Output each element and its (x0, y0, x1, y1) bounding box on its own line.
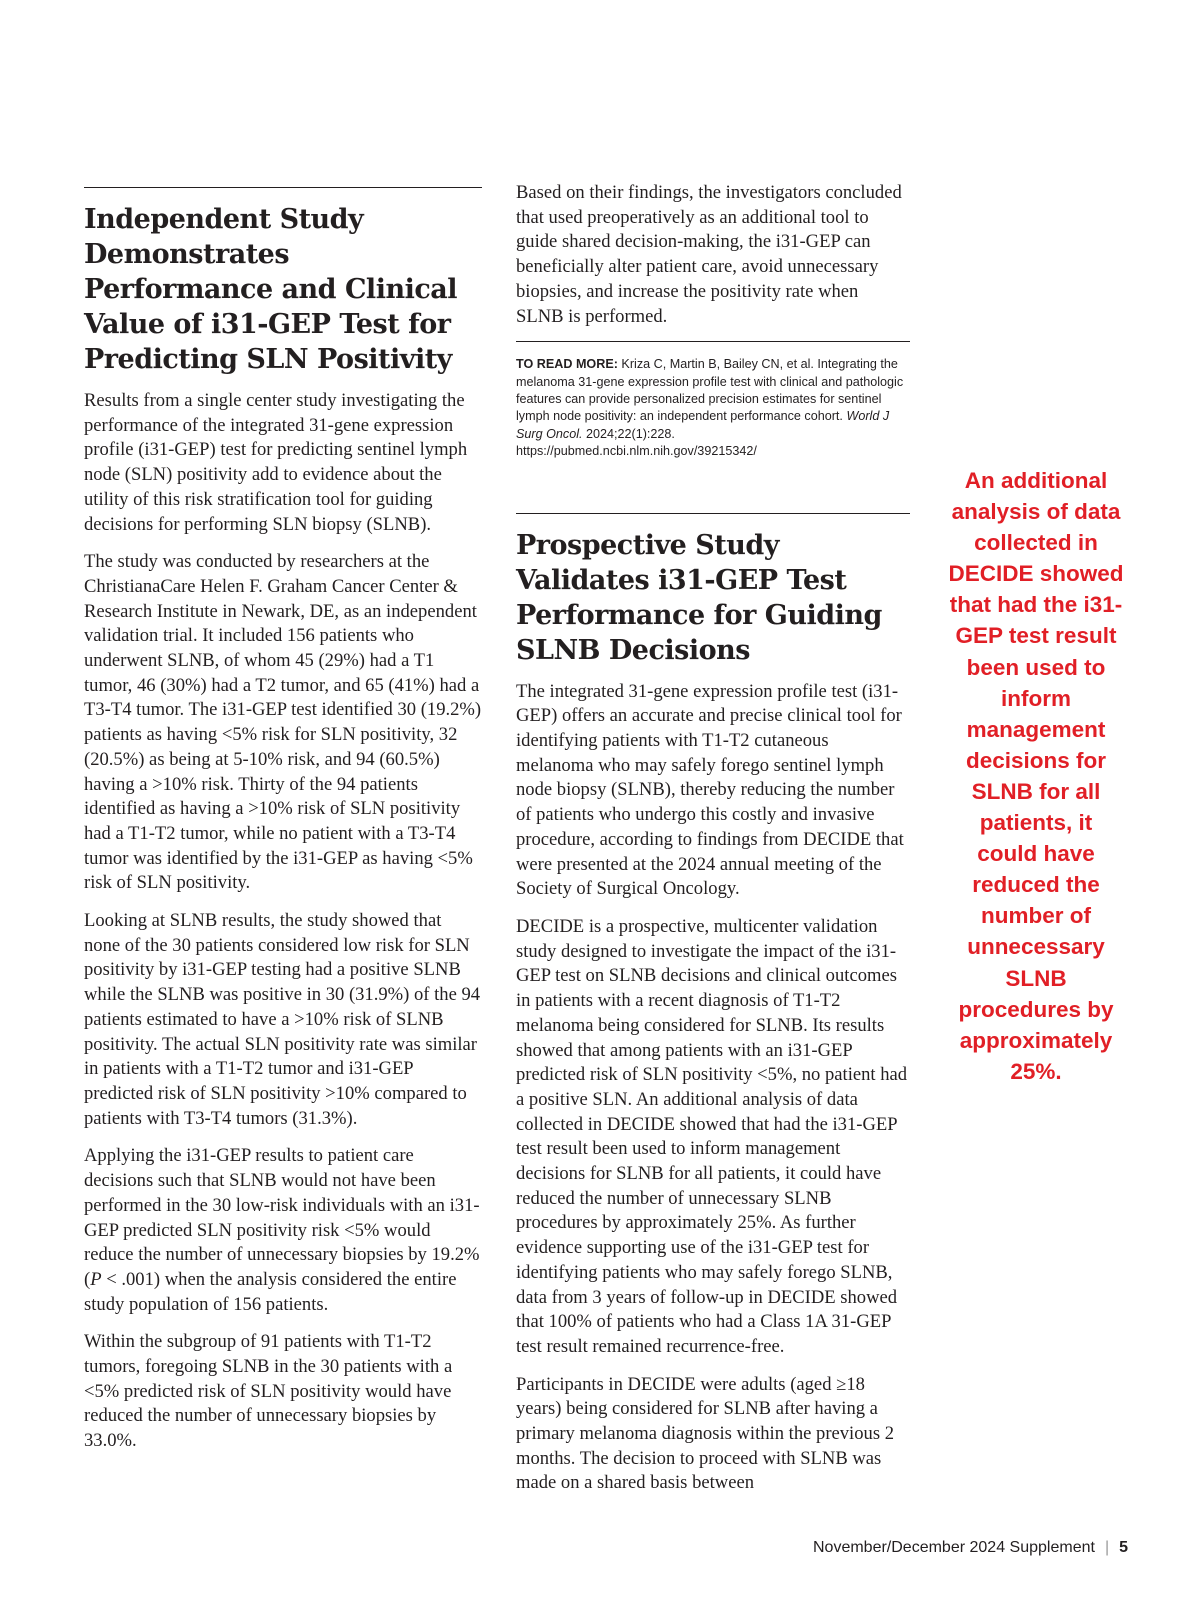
top-rule (84, 187, 482, 188)
paragraph: DECIDE is a prospective, multicenter validation study designed to investigate the impact of the i31-GEP test on SLNB decisions and clinical outcomes in patients with a recent diagnosis of T1-T2 melanoma being considered for SLNB. Its results showed that among patients with an i31-GEP predicted risk of SLN positivity <5%, no patient had a positive SLN. An additional analysis of data collected in DECIDE showed that had the i31-GEP test result been used to inform management decisions for SLNB for all patients, it could have reduced the number of unnecessary SLNB procedures by approximately 25%. As further evidence supporting use of the i31-GEP test for identifying patients who may safely forego SLNB, data from 3 years of follow-up in DECIDE showed that 100% of patients who had a Class 1A 31-GEP test result remained recurrence-free. (516, 915, 908, 1357)
page-footer (813, 1539, 1128, 1557)
article-independent-study (84, 187, 482, 1467)
paragraph: Participants in DECIDE were adults (aged ≥18 years) being considered for SLNB after having a primary melanoma diagnosis within the previous 2 months. The decision to proceed with SLNB was made on a shared basis between (516, 1373, 895, 1494)
middle-column (516, 181, 910, 1509)
paragraph: Within the subgroup of 91 patients with T1-T2 tumors, foregoing SLNB in the 30 patients with a <5% predicted risk of SLN positivity would have reduced the number of unnecessary biopsies by 33.0%. (84, 1331, 453, 1452)
top-rule (516, 513, 910, 514)
article-title: Independent Study Demonstrates Performance and Clinical Value of i31-GEP Test for Predicting SLN Positivity (84, 204, 458, 375)
paragraph-text: < .001) when the analysis considered the entire study population of 156 patients. (84, 1268, 457, 1315)
article-prospective-study (516, 513, 910, 1497)
paragraph-text: Applying the i31-GEP results to patient care decisions such that SLNB would not have been performed in the 30 low-risk individuals with an i31-GEP predicted SLN positivity risk <5% would reduce the number of unnecessary biopsies by 19.2% ( (84, 1145, 480, 1290)
pull-quote: An additional analysis of data collected in DECIDE showed that had the i31-GEP test result been used to inform management decisions for SLNB for all patients, it could have reduced the number of unnecessary SLNB procedures by approximately 25%. (948, 468, 1124, 1084)
conclusion-paragraph: Based on their findings, the investigators concluded that used preoperatively as an additional tool to guide shared decision-making, the i31-GEP can beneficially alter patient care, avoid unnecessary biopsies, and increase the positivity rate when SLNB is performed. (516, 182, 902, 327)
footer-separator: | (1104, 1539, 1110, 1556)
issue-label: November/December 2024 Supplement (813, 1539, 1095, 1556)
page-number: 5 (1119, 1539, 1128, 1556)
p-value-symbol: P (90, 1268, 102, 1290)
article-title: Prospective Study Validates i31-GEP Test Performance for Guiding SLNB Decisions (516, 529, 882, 666)
paragraph: The study was conducted by researchers at the ChristianaCare Helen F. Graham Cancer Center & Research Institute in Newark, DE, as an independent validation trial. It included 156 patients who underwent SLNB, of whom 45 (29%) had a T1 tumor, 46 (30%) had a T2 tumor, and 65 (41%) had a T3-T4 tumor. The i31-GEP test identified 30 (19.2%) patients as having <5% risk for SLN positivity, 32 (20.5%) as being at 5-10% risk, and 94 (60.5%) having a >10% risk. Thirty of the 94 patients identified as having a >10% risk of SLN positivity had a T1-T2 tumor, while no patient with a T3-T4 tumor was identified by the i31-GEP as having <5% risk of SLN positivity. (84, 551, 482, 894)
citation-tail: 2024;22(1):228. https://pubmed.ncbi.nlm.nih.gov/39215342/ (516, 426, 757, 459)
citation-text: Kriza C, Martin B, Bailey CN, et al. Integrating the melanoma 31-gene expression profile test with clinical and pathologic features can provide personalized precision estimates for sentinel lymph node positivity: an independent performance cohort. (516, 357, 904, 424)
citation-journal: World J Surg Oncol. (516, 409, 890, 441)
paragraph: Results from a single center study investigating the performance of the integrated 31-gene expression profile (i31-GEP) test for predicting sentinel lymph node (SLN) positivity add to evidence about the utility of this risk stratification tool for guiding decisions for performing SLN biopsy (SLNB). (84, 390, 468, 535)
read-more-label: TO READ MORE: (516, 357, 618, 372)
divider-rule (516, 341, 910, 342)
paragraph (84, 1144, 482, 1317)
paragraph: Looking at SLNB results, the study showed that none of the 30 patients considered low risk for SLN positivity by i31-GEP testing had a positive SLNB while the SLNB was positive in 30 (31.9%) of the 94 patients estimated to have a >10% risk of SLNB positivity. The actual SLN positivity rate was similar in patients with a T1-T2 tumor and i31-GEP predicted risk of SLN positivity >10% compared to patients with T3-T4 tumors (31.3%). (84, 910, 481, 1129)
paragraph: The integrated 31-gene expression profile test (i31-GEP) offers an accurate and precise clinical tool for identifying patients with T1-T2 cutaneous melanoma who may safely forego sentinel lymph node biopsy (SLNB), thereby reducing the number of patients who undergo this costly and invasive procedure, according to findings from DECIDE that were presented at the 2024 annual meeting of the Society of Surgical Oncology. (516, 680, 904, 900)
read-more-citation (516, 356, 910, 460)
